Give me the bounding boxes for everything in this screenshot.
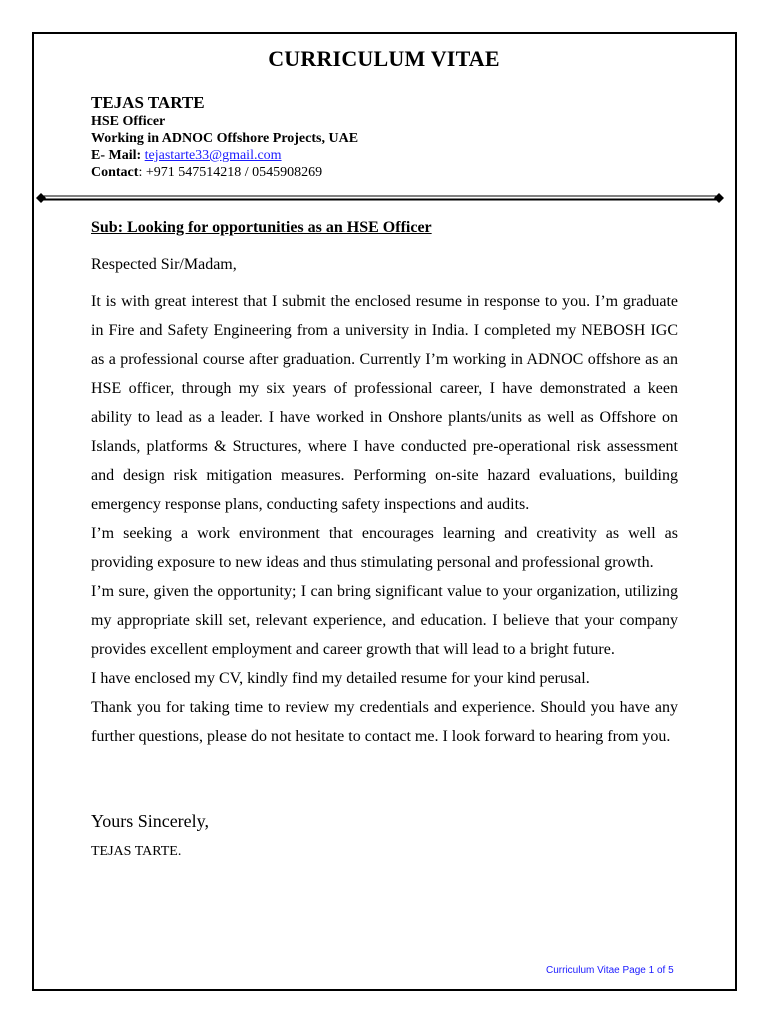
body-paragraph: I have enclosed my CV, kindly find my detailed resume for your kind perusal. bbox=[91, 670, 590, 687]
closing: Yours Sincerely, bbox=[91, 811, 210, 831]
applicant-position: HSE Officer bbox=[91, 114, 166, 129]
subject-line: Sub: Looking for opportunities as an HSE Officer bbox=[91, 219, 432, 236]
header-divider bbox=[36, 193, 724, 203]
body-paragraph: I’m sure, given the opportunity; I can bring significant value to your organization, utilizing my appropriate skill set, relevant experience, and education. I believe that your company provides excellent employment and career growth that will lead to a bright future. bbox=[91, 583, 678, 658]
salutation: Respected Sir/Madam, bbox=[91, 256, 237, 273]
email-label: E- Mail: bbox=[91, 148, 142, 163]
signature: TEJAS TARTE. bbox=[91, 844, 182, 859]
applicant-workplace: Working in ADNOC Offshore Projects, UAE bbox=[91, 131, 359, 146]
contact-label: Contact bbox=[91, 165, 139, 180]
body-paragraph: Thank you for taking time to review my credentials and experience. Should you have any further questions, please do not hesitate to contact me. I look forward to hearing from you. bbox=[91, 699, 678, 745]
email-line bbox=[91, 147, 358, 164]
letter-body bbox=[91, 287, 678, 751]
body-paragraph: It is with great interest that I submit the enclosed resume in response to you. I’m graduate in Fire and Safety Engineering from a university in India. I completed my NEBOSH IGC as a professional course after graduation. Currently I’m working in ADNOC offshore as an HSE officer, through my six years of professional career, I have demonstrated a keen ability to lead as a leader. I have worked in Onshore plants/units as well as Offshore on Islands, platforms & Structures, where I have conducted pre-operational risk assessment and design risk mitigation measures. Performing on-site hazard evaluations, building emergency response plans, conducting safety inspections and audits. bbox=[91, 293, 678, 513]
email-link[interactable]: tejastarte33@gmail.com bbox=[144, 148, 282, 163]
body-paragraph: I’m seeking a work environment that encourages learning and creativity as well as providing exposure to new ideas and thus stimulating personal and professional growth. bbox=[91, 525, 678, 571]
document-title: CURRICULUM VITAE bbox=[268, 46, 500, 71]
contact-line bbox=[91, 164, 358, 181]
page-footer: Curriculum Vitae Page 1 of 5 bbox=[546, 965, 674, 976]
applicant-name: TEJAS TARTE bbox=[91, 93, 205, 112]
contact-header bbox=[91, 92, 358, 181]
contact-numbers: : +971 547514218 / 0545908269 bbox=[138, 165, 323, 180]
